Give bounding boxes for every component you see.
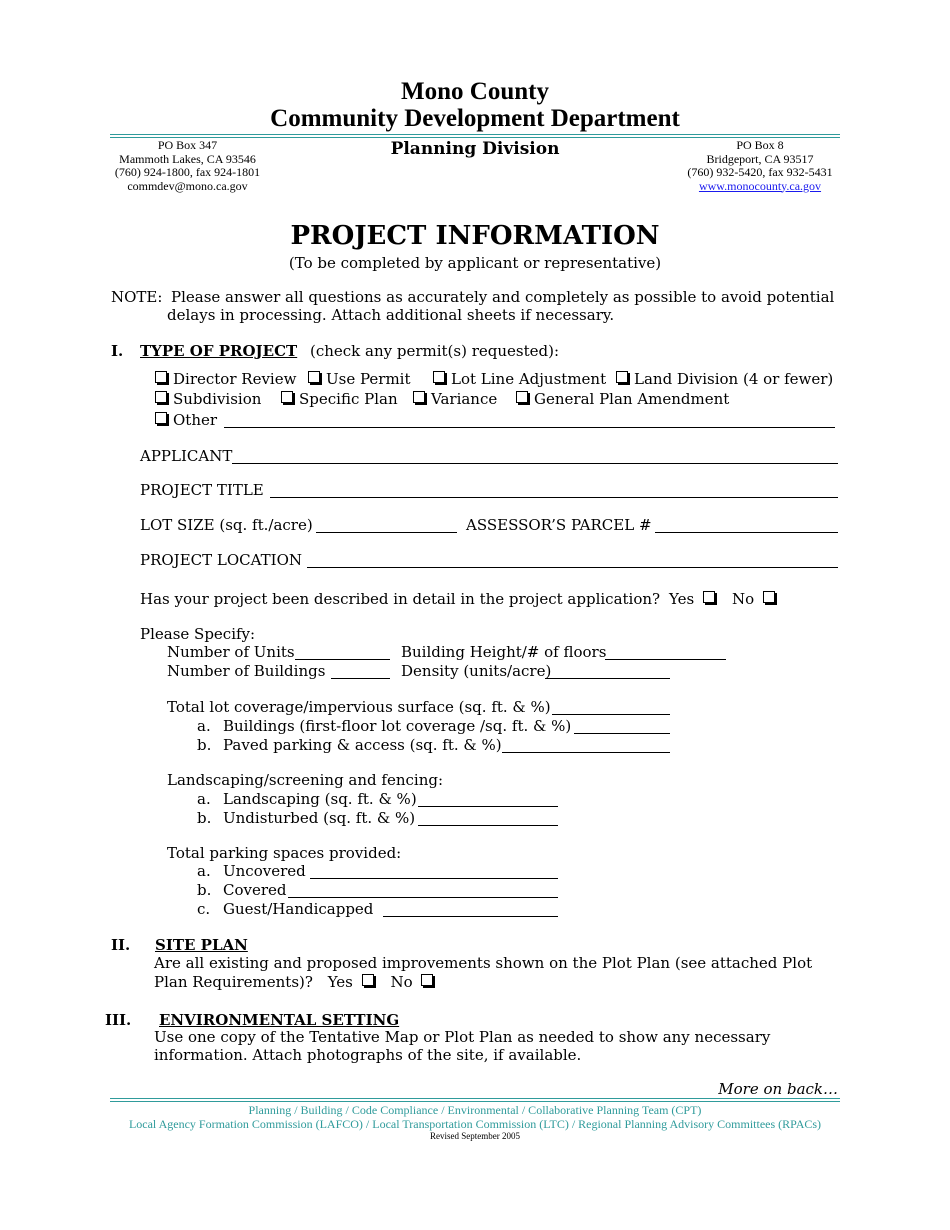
section3-number: III.: [105, 1011, 132, 1029]
coverage-b-field[interactable]: [502, 752, 670, 753]
landscaping-a-field[interactable]: [418, 806, 558, 807]
option-land-division[interactable]: Land Division (4 or fewer): [616, 370, 833, 388]
checkbox[interactable]: [155, 412, 167, 424]
revised-date: Revised September 2005: [430, 1131, 520, 1141]
option-other[interactable]: Other: [155, 411, 217, 429]
parking-a-label: Uncovered: [223, 862, 306, 880]
num-buildings-field[interactable]: [331, 678, 390, 679]
option-use-permit[interactable]: Use Permit: [308, 370, 411, 388]
option-variance[interactable]: Variance: [413, 390, 497, 408]
option-general-plan-amendment[interactable]: General Plan Amendment: [516, 390, 729, 408]
landscaping-b-letter: b.: [197, 809, 212, 827]
option-director-review[interactable]: Director Review: [155, 370, 296, 388]
website-link[interactable]: www.monocounty.ca.gov: [698, 178, 822, 193]
parcel-field[interactable]: [655, 532, 838, 533]
section3-line2: information. Attach photographs of the site, if available.: [154, 1046, 582, 1064]
yes-checkbox[interactable]: [362, 974, 374, 986]
checkbox[interactable]: [155, 371, 167, 383]
no-checkbox[interactable]: [421, 974, 433, 986]
parking-a-letter: a.: [197, 862, 211, 880]
footer-line2: Local Agency Formation Commission (LAFCO) / Local Transportation Commission (LTC) / Regional Planning Advisory Committees (RPACs): [128, 1117, 822, 1131]
section1-number: I.: [111, 342, 124, 360]
checkbox[interactable]: [516, 391, 528, 403]
parking-b-field[interactable]: [288, 897, 558, 898]
landscaping-b-field[interactable]: [418, 825, 558, 826]
parking-label: Total parking spaces provided:: [167, 844, 402, 862]
num-units-field[interactable]: [295, 659, 390, 660]
note-line1: Please answer all questions as accurately and completely as possible to avoid potential: [171, 288, 835, 306]
section3-heading: ENVIRONMENTAL SETTING: [159, 1011, 400, 1029]
described-yes[interactable]: Yes: [669, 590, 721, 608]
header-rule-bottom: [110, 137, 840, 138]
left-address: PO Box 347 Mammoth Lakes, CA 93546 (760) 924-1800, fax 924-1801 commdev@mono.ca.gov: [114, 138, 261, 193]
parking-c-field[interactable]: [383, 916, 558, 917]
site-plan-yes[interactable]: Yes: [328, 973, 380, 991]
coverage-a-label: Buildings (first-floor lot coverage /sq. ft. & %): [223, 717, 572, 735]
parking-c-label: Guest/Handicapped: [223, 900, 374, 918]
section3-line1: Use one copy of the Tentative Map or Plot Plan as needed to show any necessary: [154, 1028, 771, 1046]
please-specify: Please Specify:: [140, 625, 256, 643]
described-question: Has your project been described in detail in the project application?: [140, 590, 661, 608]
location-label: PROJECT LOCATION: [140, 551, 302, 569]
total-coverage-label: Total lot coverage/impervious surface (sq. ft. & %): [167, 698, 551, 716]
org-name: Mono County: [401, 78, 549, 105]
section1-heading: TYPE OF PROJECT: [140, 342, 298, 360]
project-title-label: PROJECT TITLE: [140, 481, 264, 499]
landscaping-a-label: Landscaping (sq. ft. & %): [223, 790, 417, 808]
division-name: Planning Division: [390, 139, 560, 159]
parking-a-field[interactable]: [310, 878, 558, 879]
note-line2: delays in processing. Attach additional sheets if necessary.: [167, 306, 615, 324]
num-units-label: Number of Units: [167, 643, 295, 661]
total-coverage-field[interactable]: [552, 714, 670, 715]
checkbox[interactable]: [616, 371, 628, 383]
bldg-height-label: Building Height/# of floors: [401, 643, 607, 661]
dept-name: Community Development Department: [270, 105, 680, 132]
more-on-back: More on back…: [718, 1080, 838, 1098]
density-field[interactable]: [545, 678, 670, 679]
applicant-field[interactable]: [232, 463, 838, 464]
coverage-a-field[interactable]: [574, 733, 670, 734]
landscaping-a-letter: a.: [197, 790, 211, 808]
checkbox[interactable]: [308, 371, 320, 383]
applicant-label: APPLICANT: [140, 447, 233, 465]
option-specific-plan[interactable]: Specific Plan: [281, 390, 398, 408]
right-address: PO Box 8 Bridgeport, CA 93517 (760) 932-5420, fax 932-5431 www.monocounty.ca.gov: [687, 138, 833, 193]
option-subdivision[interactable]: Subdivision: [155, 390, 261, 408]
num-buildings-label: Number of Buildings: [167, 662, 326, 680]
footer-rule-bottom: [110, 1101, 840, 1102]
other-field[interactable]: [224, 427, 835, 428]
yes-checkbox[interactable]: [703, 591, 715, 603]
note-label: NOTE:: [111, 288, 163, 306]
section2-line1: Are all existing and proposed improvements shown on the Plot Plan (see attached Plot: [154, 954, 813, 972]
bldg-height-field[interactable]: [605, 659, 726, 660]
landscaping-label: Landscaping/screening and fencing:: [167, 771, 444, 789]
header-rule-top: [110, 134, 840, 135]
page-title: PROJECT INFORMATION: [290, 221, 660, 251]
lot-size-label: LOT SIZE (sq. ft./acre): [140, 516, 313, 534]
footer-rule-top: [110, 1098, 840, 1099]
section2-heading: SITE PLAN: [155, 936, 248, 954]
parking-c-letter: c.: [197, 900, 211, 918]
lot-size-field[interactable]: [316, 532, 457, 533]
parking-b-label: Covered: [223, 881, 287, 899]
checkbox[interactable]: [155, 391, 167, 403]
section1-instruction: (check any permit(s) requested):: [309, 342, 560, 360]
landscaping-b-label: Undisturbed (sq. ft. & %): [223, 809, 416, 827]
project-title-field[interactable]: [270, 497, 838, 498]
section2-number: II.: [111, 936, 131, 954]
coverage-b-letter: b.: [197, 736, 212, 754]
parcel-label: ASSESSOR’S PARCEL #: [466, 516, 652, 534]
page-subtitle: (To be completed by applicant or representative): [288, 254, 662, 272]
option-lot-line-adjustment[interactable]: Lot Line Adjustment: [433, 370, 606, 388]
coverage-a-letter: a.: [197, 717, 211, 735]
location-field[interactable]: [307, 567, 838, 568]
checkbox[interactable]: [413, 391, 425, 403]
checkbox[interactable]: [281, 391, 293, 403]
section1-heading-row: [140, 342, 559, 360]
site-plan-no[interactable]: No: [390, 973, 439, 991]
footer-line1: Planning / Building / Code Compliance / Environmental / Collaborative Planning Team (CPT): [248, 1103, 702, 1117]
checkbox[interactable]: [433, 371, 445, 383]
no-checkbox[interactable]: [763, 591, 775, 603]
density-label: Density (units/acre): [401, 662, 552, 680]
coverage-b-label: Paved parking & access (sq. ft. & %): [223, 736, 502, 754]
section2-line2-row: Plan Requirements)? Yes No: [154, 973, 439, 991]
described-no[interactable]: No: [732, 590, 781, 608]
parking-b-letter: b.: [197, 881, 212, 899]
